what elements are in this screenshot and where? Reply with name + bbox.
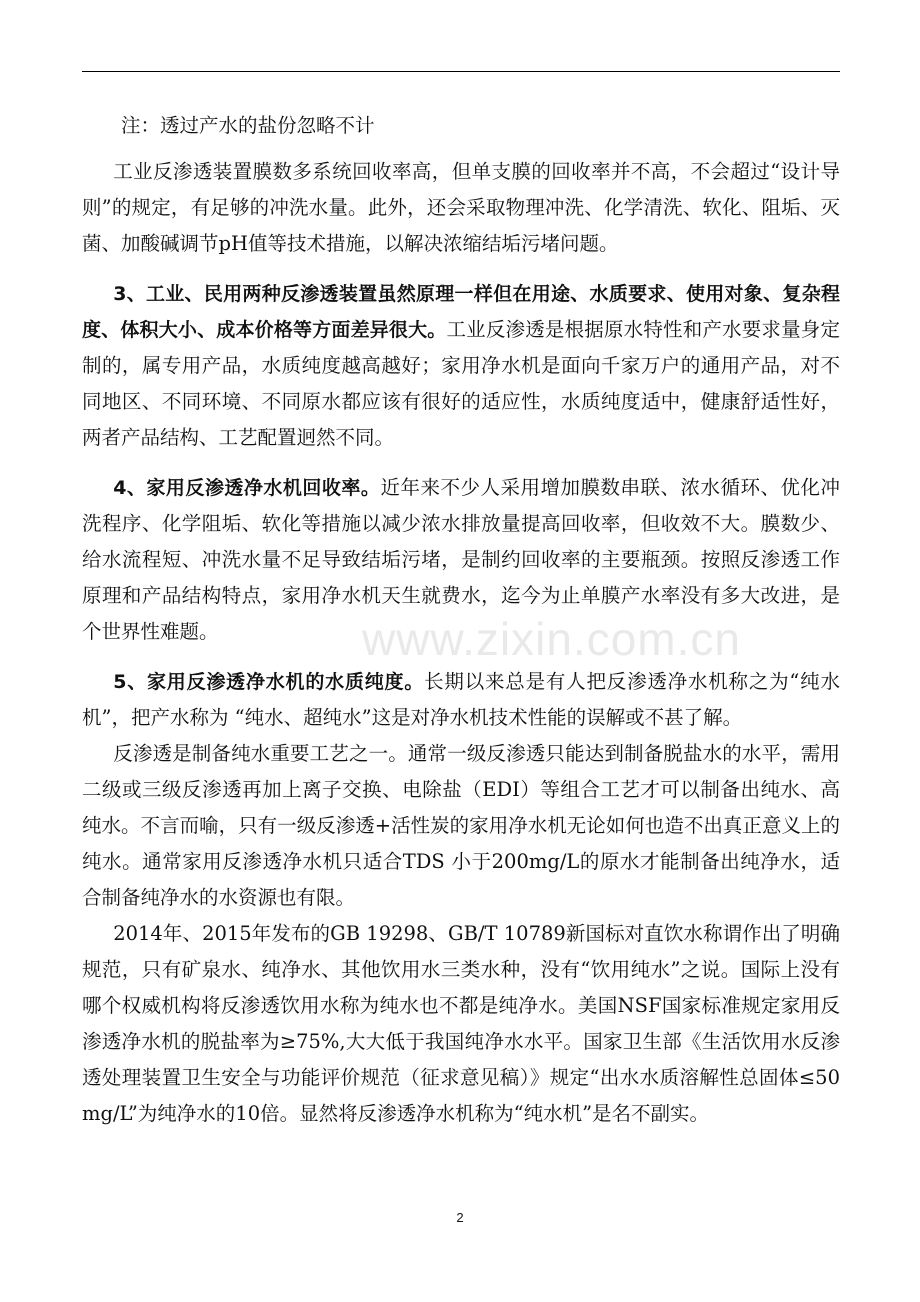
paragraph-text: 近年来不少人采用增加膜数串联、浓水循环、优化冲洗程序、化学阻垢、软化等措施以减少浓水排放量提高回收率，但收效不大。膜数少、给水流程短、冲洗水量不足导致结垢污堵，是制约回收率的主要瓶颈。按照反渗透工作原理和产品结构特点，家用净水机天生就费水，迄今为止单膜产水率没有多大改进，是个世界性难题。: [82, 476, 840, 643]
header-rule: [82, 71, 840, 72]
paragraph-text: 工业反渗透装置膜数多系统回收率高，但单支膜的回收率并不高，不会超过“设计导则”的规定，有足够的冲洗水量。此外，还会采取物理冲洗、化学清洗、软化、阻垢、灭菌、加酸碱调节pH值等技术措施，以解决浓缩结垢污堵问题。: [82, 160, 840, 255]
paragraph-text: 工业反渗透是根据原水特性和产水要求量身定制的，属专用产品，水质纯度越高越好；家用净水机是面向千家万户的通用产品，对不同地区、不同环境、不同原水都应该有很好的适应性，水质纯度适中，健康舒适性好，两者产品结构、工艺配置迥然不同。: [82, 318, 840, 449]
watermark: www.zixin.com.cn: [362, 613, 741, 665]
paragraph-text: 反渗透是制备纯水重要工艺之一。通常一级反渗透只能达到制备脱盐水的水平，需用二级或三级反渗透再加上离子交换、电除盐（EDI）等组合工艺才可以制备出纯水、高纯水。不言而喻，只有一级反渗透+活性炭的家用净水机无论如何也造不出真正意义上的纯水。通常家用反渗透净水机只适合TDS 小于200mg/L的原水才能制备出纯净水，适合制备纯净水的水资源也有限。: [82, 742, 840, 909]
note-line: 注：透过产水的盐份忽略不计: [121, 114, 375, 137]
paragraph-text: 2014年、2015年发布的GB 19298、GB/T 10789新国标对直饮水称谓作出了明确规范，只有矿泉水、纯净水、其他饮用水三类水种，没有“饮用纯水”之说。国际上没有哪个权威机构将反渗透饮用水称为纯水也不都是纯净水。美国NSF国家标准规定家用反渗透净水机的脱盐率为≥75%,大大低于我国纯净水水平。国家卫生部《生活饮用水反渗透处理装置卫生安全与功能评价规范（征求意见稿）》规定“出水水质溶解性总固体≤50mg/L”为纯净水的10倍。显然将反渗透净水机称为“纯水机”是名不副实。: [82, 922, 840, 1125]
section-heading: 4、家用反渗透净水机回收率。: [113, 477, 381, 499]
paragraph-section-4: [82, 470, 840, 650]
paragraph-section-3: [82, 276, 840, 456]
paragraph-standards: [82, 916, 840, 1132]
section-heading: 3、工业、民用两种反渗透装置虽然原理一样但在用途、水质要求、使用对象、复杂程度、体积大小、成本价格等方面差异很大。: [82, 283, 840, 341]
document-body: [82, 108, 840, 1132]
paragraph-ro-purity: [82, 736, 840, 916]
paragraph-text: 长期以来总是有人把反渗透净水机称之为“纯水机”，把产水称为 “纯水、超纯水”这是对净水机技术性能的误解或不甚了解。: [82, 670, 840, 729]
paragraph-industrial-ro: [82, 154, 840, 262]
page-number: 2: [456, 1210, 464, 1225]
paragraph-section-5: [82, 664, 840, 736]
section-heading: 5、家用反渗透净水机的水质纯度。: [113, 671, 425, 693]
